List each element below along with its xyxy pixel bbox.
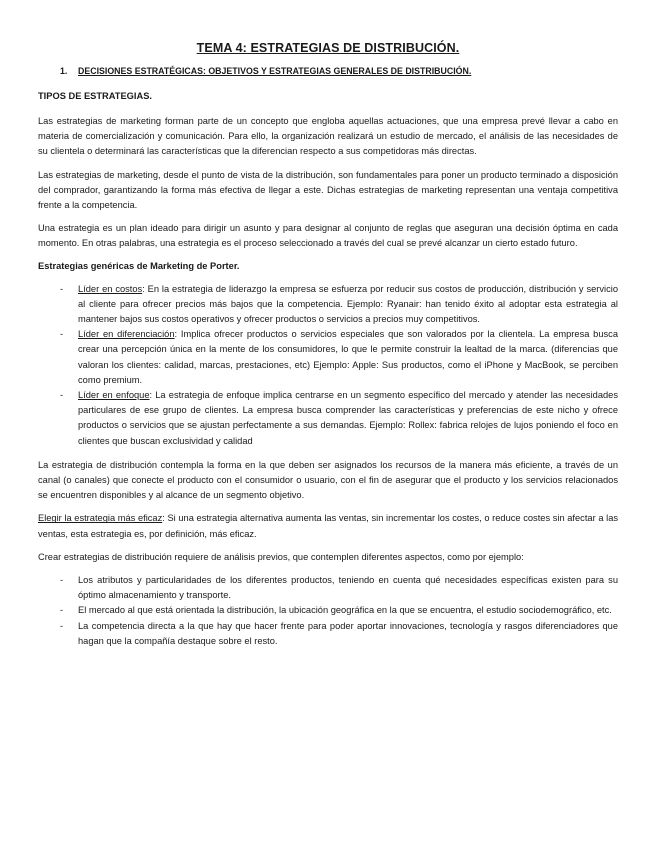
list-item — [38, 619, 618, 649]
paragraph-strategy-definition: Una estrategia es un plan ideado para dirigir un asunto y para designar al conjunto de reglas que aseguran una decisión óptima en cada momento. En otras palabras, una estrategia es el proceso seleccionado a través del cual se prevé alcanzar un cierto estado futuro. — [38, 223, 618, 249]
porter-strategy-list — [38, 282, 618, 449]
strategy-types-heading: TIPOS DE ESTRATEGIAS. — [38, 91, 152, 101]
list-item-text: : Implica ofrecer productos o servicios especiales que son valorados por la clientela. La empresa busca crear una percepción única en la mente de los consumidores, lo que le permite construir la lealtad de la marca. (diferencias que valoran los clientes: calidad, marcas, prestaciones, etc) Ejemplo: Apple: Sus productos, como el iPhone y MacBook, se perciben como premium. — [78, 329, 618, 385]
list-item — [38, 282, 618, 328]
list-item — [38, 388, 618, 449]
bullet-dash: - — [60, 575, 64, 586]
list-item-term: Líder en enfoque — [78, 390, 150, 401]
efficient-text: : Si una estrategia alternativa aumenta las ventas, sin incrementar los costes, o reduce costes sin afectar a las ventas, esta estrategia es, por definición, más eficaz. — [38, 513, 619, 539]
list-item-text: El mercado al que está orientada la distribución, la ubicación geográfica en la que se encuentra, el estudio sociodemográfico, etc. — [78, 605, 612, 616]
list-item-text: : La estrategia de enfoque implica centrarse en un segmento específico del mercado y atender las necesidades particulares de ese grupo de clientes. La empresa busca comprender las características y preferencias de este nicho y ofrece productos o servicios que se ajustan perfectamente a sus demandas. Ejemplo: Rollex: fabrica relojes de lujos poniendo el foco en clientes que buscan exclusividad y calidad — [78, 390, 618, 446]
paragraph-marketing-strategies: Las estrategias de marketing forman parte de un concepto que engloba aquellas actuaciones, que una empresa prevé llevar a cabo en materia de comercialización y comunicación. Para ello, la organización realizará un estudio de mercado, el análisis de las necesidades de su clientela o determinará las características que la diferencian respecto a sus competidoras más directas. — [38, 116, 618, 157]
section-heading — [60, 65, 618, 78]
bullet-dash: - — [60, 605, 64, 616]
document-title: TEMA 4: ESTRATEGIAS DE DISTRIBUCIÓN. — [196, 41, 460, 55]
paragraph-distribution-viewpoint: Las estrategias de marketing, desde el punto de vista de la distribución, son fundamentales para poner un producto terminado a disposición del comprador, garantizando la forma más efectiva de llegar a este. Dichas estrategias de marketing representan una ventaja competitiva frente a la competencia. — [38, 169, 618, 211]
paragraph-analysis-intro: Crear estrategias de distribución requiere de análisis previos, que contemplen diferentes aspectos, como por ejemplo: — [38, 551, 524, 562]
bullet-dash: - — [60, 620, 64, 631]
list-item-content — [78, 327, 618, 388]
paragraph-efficient-strategy — [38, 511, 618, 541]
porter-heading: Estrategias genéricas de Marketing de Porter. — [38, 260, 240, 271]
bullet-dash: - — [60, 283, 64, 294]
list-item — [38, 603, 618, 618]
section-heading-text: DECISIONES ESTRATÉGICAS: OBJETIVOS Y ESTRATEGIAS GENERALES DE DISTRIBUCIÓN. — [78, 66, 472, 76]
list-item-text: La competencia directa a la que hay que hacer frente para poder aportar innovaciones, tecnología y rasgos diferenciadores que hagan que la compañía destaque sobre el resto. — [78, 620, 618, 646]
list-item-content — [78, 282, 618, 328]
list-item-term: Líder en diferenciación — [78, 329, 175, 340]
analysis-list — [38, 573, 618, 649]
list-item-content — [78, 388, 618, 449]
list-item — [38, 327, 618, 388]
section-number: 1. — [60, 66, 68, 76]
list-item-term: Líder en costos — [78, 283, 143, 294]
bullet-dash: - — [60, 329, 64, 340]
efficient-term: Elegir la estrategia más eficaz — [38, 513, 163, 524]
bullet-dash: - — [60, 390, 64, 401]
paragraph-distribution-strategy: La estrategia de distribución contempla la forma en la que deben ser asignados los recursos de la manera más eficiente, a través de un canal (o canales) que conecte el producto con el consumidor o usuario, con el fin de asegurar que el producto y los servicios relacionados se encuentren disponibles y al alcance de un segmento objetivo. — [38, 459, 618, 501]
list-item-text: Los atributos y particularidades de los diferentes productos, teniendo en cuenta qué necesidades específicas existen para su óptimo almacenamiento y transporte. — [78, 575, 618, 601]
document-page — [38, 40, 618, 658]
list-item-text: : En la estrategia de liderazgo la empresa se esfuerza por reducir sus costos de producción, distribución y servicio al cliente para ofrecer precios más bajos que la competencia. Ejemplo: Ryanair: han tenido éxito al adoptar esta estrategia al mantener bajos sus costos operativos y ofrecer productos o servicios a precios muy competitivos. — [78, 283, 618, 325]
list-item — [38, 573, 618, 603]
